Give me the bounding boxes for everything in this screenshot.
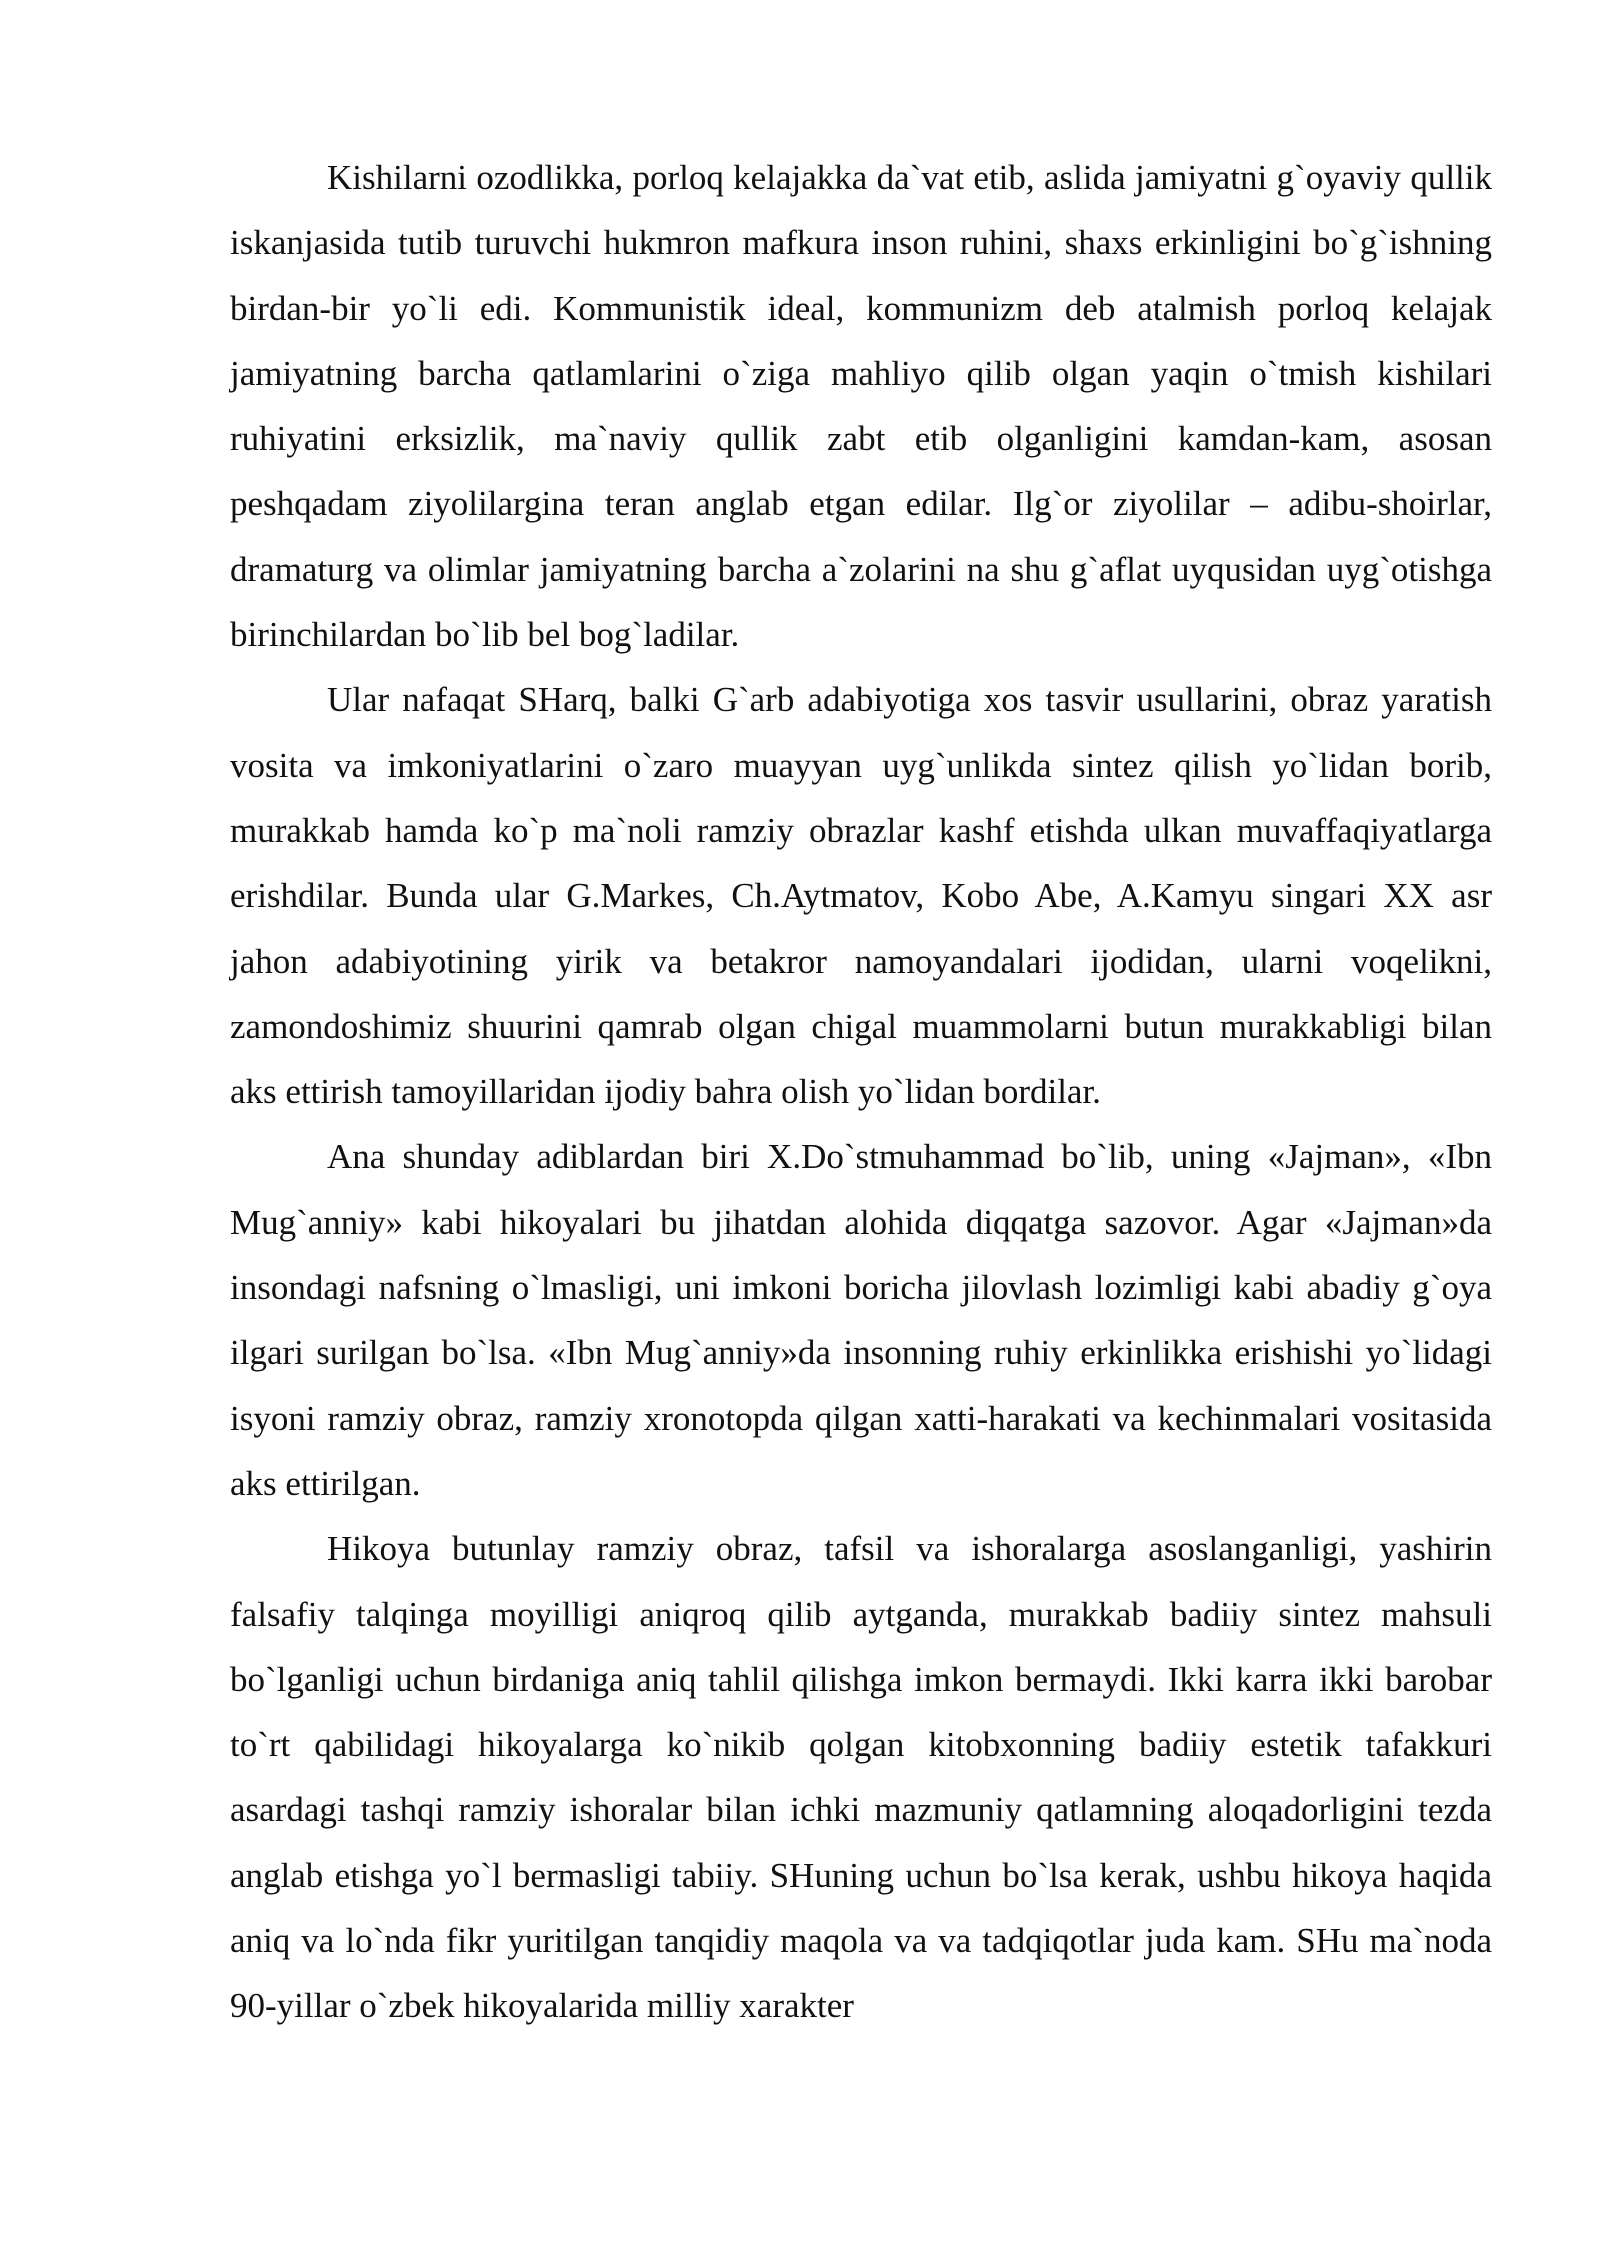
paragraph-4: Hikoya butunlay ramziy obraz, tafsil va ishoralarga asoslanganligi, yashirin falsafiy talqinga moyilligi aniqroq qilib aytganda, murakkab badiiy sintez mahsuli bo`lganligi uchun birdaniga aniq tahlil qilishga imkon bermaydi. Ikki karra ikki barobar to`rt qabilidagi hikoyalarga ko`nikib qolgan kitobxonning badiiy estetik tafakkuri asardagi tashqi ramziy ishoralar bilan ichki mazmuniy qatlamning aloqadorligini tezda anglab etishga yo`l bermasligi tabiiy. SHuning uchun bo`lsa kerak, ushbu hikoya haqida aniq va lo`nda fikr yuritilgan tanqidiy maqola va va tadqiqotlar juda kam. SHu ma`noda 90-yillar o`zbek hikoyalarida milliy xarakter (230, 1529, 1492, 2026)
paragraph-1: Kishilarni ozodlikka, porloq kelajakka da`vat etib, aslida jamiyatni g`oyaviy qullik iskanjasida tutib turuvchi hukmron mafkura inson ruhini, shaxs erkinligini bo`g`ishning birdan-bir yo`li edi. Kommunistik ideal, kommunizm deb atalmish porloq kelajak jamiyatning barcha qatlamlarini o`ziga mahliyo qilib olgan yaqin o`tmish kishilari ruhiyatini erksizlik, ma`naviy qullik zabt etib olganligini kamdan-kam, asosan peshqadam ziyolilargina teran anglab etgan edilar. Ilg`or ziyolilar – adibu-shoirlar, dramaturg va olimlar jamiyatning barcha a`zolarini na shu g`aflat uyqusidan uyg`otishga birinchilardan bo`lib bel bog`ladilar. (230, 158, 1492, 655)
document-page (230, 145, 1492, 2039)
paragraph-3: Ana shunday adiblardan biri X.Do`stmuhammad bo`lib, uning «Jajman», «Ibn Mug`anniy» kabi hikoyalari bu jihatdan alohida diqqatga sazovor. Agar «Jajman»da insondagi nafsning o`lmasligi, uni imkoni boricha jilovlash lozimligi kabi abadiy g`oya ilgari surilgan bo`lsa. «Ibn Mug`anniy»da insonning ruhiy erkinlikka erishishi yo`lidagi isyoni ramziy obraz, ramziy xronotopda qilgan xatti-harakati va kechinmalari vositasida aks ettirilgan. (230, 1137, 1492, 1503)
paragraph-2: Ular nafaqat SHarq, balki G`arb adabiyotiga xos tasvir usullarini, obraz yaratish vosita va imkoniyatlarini o`zaro muayyan uyg`unlikda sintez qilish yo`lidan borib, murakkab hamda ko`p ma`noli ramziy obrazlar kashf etishda ulkan muvaffaqiyatlarga erishdilar. Bunda ular G.Markes, Ch.Aytmatov, Kobo Abe, A.Kamyu singari XX asr jahon adabiyotining yirik va betakror namoyandalari ijodidan, ularni voqelikni, zamondoshimiz shuurini qamrab olgan chigal muammolarni butun murakkabligi bilan aks ettirish tamoyillaridan ijodiy bahra olish yo`lidan bordilar. (230, 680, 1492, 1112)
